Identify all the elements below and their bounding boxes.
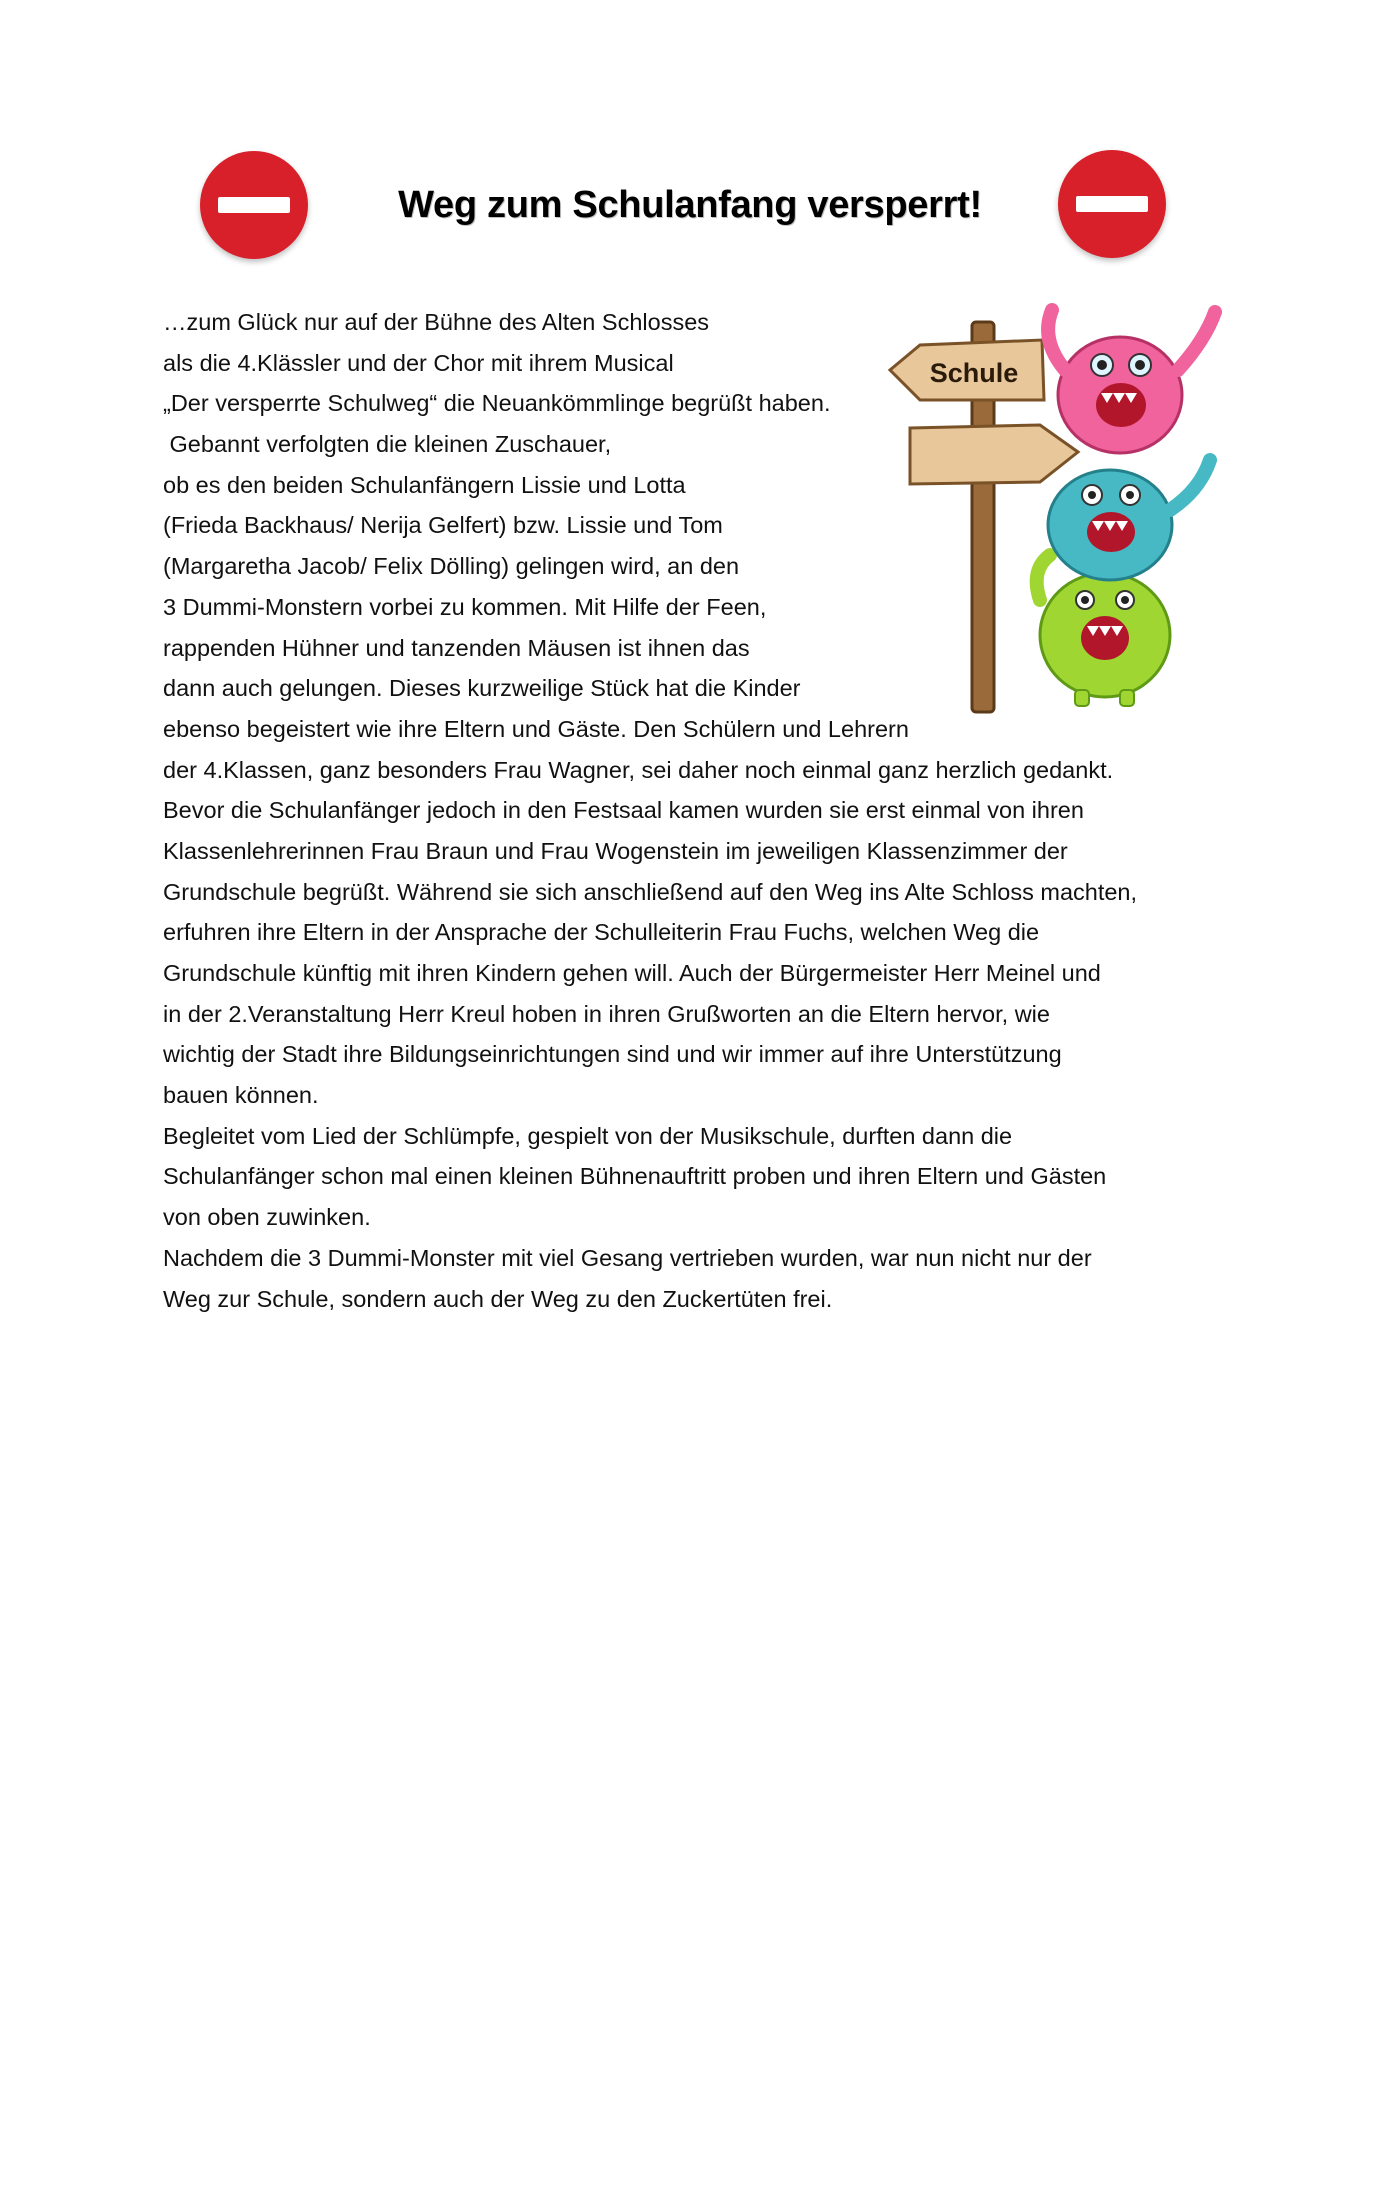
text-line: ob es den beiden Schulanfängern Lissie und Lotta <box>163 471 686 498</box>
text-line: der 4.Klassen, ganz besonders Frau Wagner, sei daher noch einmal ganz herzlich gedankt. <box>163 756 1114 783</box>
text-line: …zum Glück nur auf der Bühne des Alten Schlosses <box>163 309 710 335</box>
no-entry-sign-left-icon <box>200 151 308 259</box>
text-line: Gebannt verfolgten die kleinen Zuschauer, <box>163 431 612 458</box>
text-line: dann auch gelungen. Dieses kurzweilige Stück hat die Kinder <box>163 675 801 702</box>
text-line: ebenso begeistert wie ihre Eltern und Gäste. Den Schülern und Lehrern <box>163 715 909 742</box>
document-title: Weg zum Schulanfang versperrt! <box>398 184 982 226</box>
text-line: wichtig der Stadt ihre Bildungseinrichtungen sind und wir immer auf ihre Unterstützung <box>163 1041 1062 1068</box>
text-line: (Frieda Backhaus/ Nerija Gelfert) bzw. Lissie und Tom <box>163 512 723 539</box>
text-line: „Der versperrte Schulweg“ die Neuankömmlinge begrüßt haben. <box>163 390 831 417</box>
text-line: Klassenlehrerinnen Frau Braun und Frau Wogenstein im jeweiligen Klassenzimmer der <box>163 837 1068 864</box>
text-line: erfuhren ihre Eltern in der Ansprache der Schulleiterin Frau Fuchs, welchen Weg die <box>163 919 1040 946</box>
text-line: Schulanfänger schon mal einen kleinen Bühnenauftritt proben und ihren Eltern und Gästen <box>163 1163 1107 1190</box>
text-line: Bevor die Schulanfänger jedoch in den Festsaal kamen wurden sie erst einmal von ihren <box>163 797 1084 824</box>
text-line: Begleitet vom Lied der Schlümpfe, gespielt von der Musikschule, durften dann die <box>163 1122 1013 1149</box>
no-entry-sign-right-icon <box>1058 150 1166 258</box>
article-body <box>163 302 1223 1319</box>
text-line: Nachdem die 3 Dummi-Monster mit viel Gesang vertrieben wurden, war nun nicht nur der <box>163 1244 1092 1271</box>
text-line: Weg zur Schule, sondern auch der Weg zu den Zuckertüten frei. <box>163 1285 833 1312</box>
text-line: als die 4.Klässler und der Chor mit ihrem Musical <box>163 349 674 376</box>
text-line: Grundschule begrüßt. Während sie sich anschließend auf den Weg ins Alte Schloss machten, <box>163 878 1138 905</box>
text-line: von oben zuwinken. <box>163 1204 371 1231</box>
text-line: bauen können. <box>163 1082 319 1109</box>
text-line: rappenden Hühner und tanzenden Mäusen ist ihnen das <box>163 634 750 661</box>
text-line: (Margaretha Jacob/ Felix Dölling) gelingen wird, an den <box>163 553 740 580</box>
sign-label: Schule <box>929 358 1019 388</box>
text-line: Grundschule künftig mit ihren Kindern gehen will. Auch der Bürgermeister Herr Meinel und <box>163 960 1101 986</box>
text-line: in der 2.Veranstaltung Herr Kreul hoben in ihren Grußworten an die Eltern hervor, wie <box>163 1000 1050 1027</box>
text-line: 3 Dummi-Monstern vorbei zu kommen. Mit Hilfe der Feen, <box>163 593 767 620</box>
